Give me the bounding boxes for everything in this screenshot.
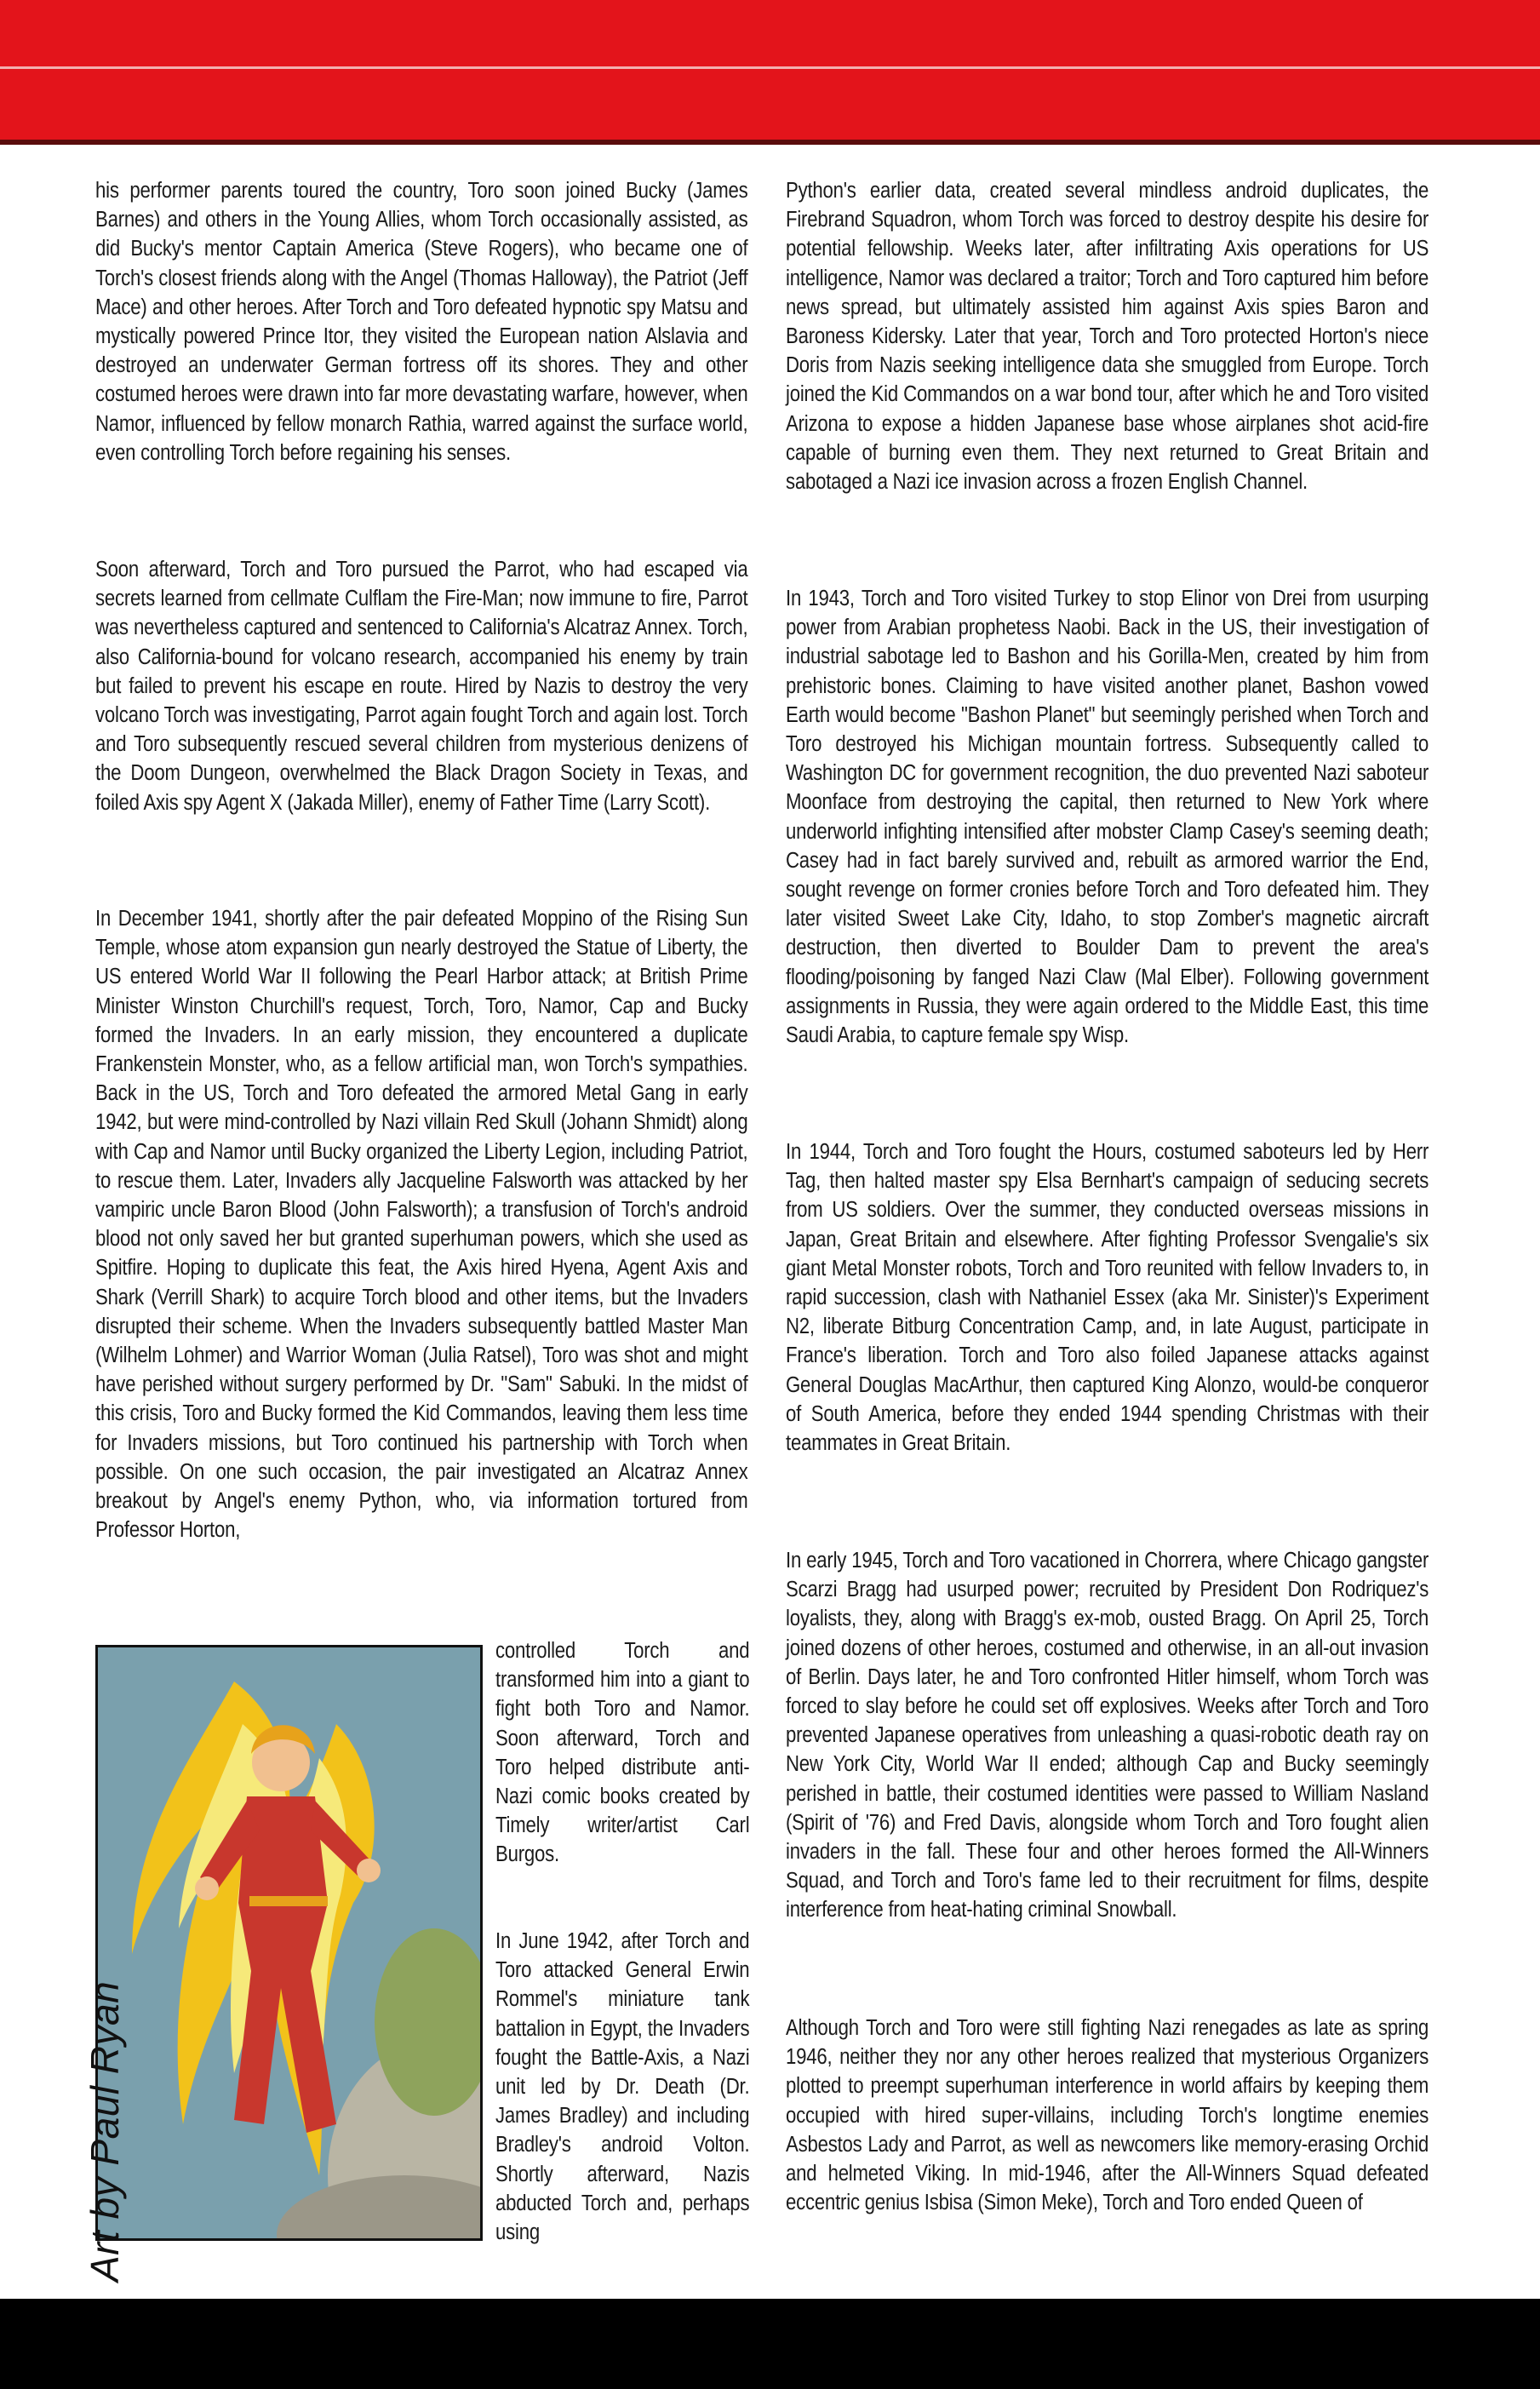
art-credit: Art by Paul Ryan [83,1980,127,2282]
right-paragraph-4: In early 1945, Torch and Toro vacationed in Chorrera, where Chicago gangster Scarzi Bragg had usurped power; recruited by President Don Rodriquez's loyalists, they, along with Bragg's ex-mob, ousted Bragg. On April 25, Torch joined dozens of other heroes, costumed and otherwise, in an all-out invasion of Berlin. Days later, he and Toro confronted Hitler himself, whom Torch was forced to slay before he could set off explosives. Weeks after Torch and Toro prevented Japanese operatives from unleashing a quasi-robotic death ray on New York City, World War II ended; although Cap and Bucky seemingly perished in battle, their costumed identities were passed to William Nasland (Spirit of '76) and Fred Davis, alongside whom Torch and Toro fought alien invaders in the fall. These four and other heroes formed the All-Winners Squad, and Torch and Toro's fame led to their recruitment for films, despite interference from heat-hating criminal Snowball. [786,1549,1429,1922]
right-paragraph-3: In 1944, Torch and Toro fought the Hours, costumed saboteurs led by Herr Tag, then halted master spy Elsa Bernhart's campaign of seducing secrets from US soldiers. Over the summer, they conducted overseas missions in Japan, Great Britain and elsewhere. After fighting Professor Svengalie's six giant Metal Monster robots, Torch and Toro reunited with fellow Invaders to, in rapid succession, clash with Nathaniel Essex (aka Mr. Sinister)'s Experiment N2, liberate Bitburg Concentration Camp, and, in late August, participate in France's liberation. Torch and Toro also foiled Japanese attacks against General Douglas MacArthur, then captured King Alonzo, would-be conqueror of South America, before they ended 1944 spending Christmas with their teammates in Great Britain. [786,1140,1429,1456]
left-paragraph-3-continued: controlled Torch and transformed him into a giant to fight both Toro and Namor. Soon afterward, Torch and Toro helped distribute anti-Nazi comic books created by Timely writer/artist Carl Burgos. [495,1639,750,1867]
left-paragraph-4: In June 1942, after Torch and Toro attacked General Erwin Rommel's miniature tank battalion in Egypt, the Invaders fought the Battle-Axis, a Nazi unit led by Dr. Death (Dr. James Bradley) and including Bradley's android Volton. Shortly afterward, Nazis abducted Torch and, perhaps using [495,1929,750,2245]
left-paragraph-3: In December 1941, shortly after the pair defeated Moppino of the Rising Sun Temple, whose atom expansion gun nearly destroyed the Statue of Liberty, the US entered World War II following the Pearl Harbor attack; at British Prime Minister Winston Churchill's request, Torch, Toro, Namor, Cap and Bucky formed the Invaders. In an early mission, they encountered a duplicate Frankenstein Monster, who, as a fellow artificial man, won Torch's sympathies. Back in the US, Torch and Toro defeated the armored Metal Gang in early 1942, but were mind-controlled by Nazi villain Red Skull (Johann Shmidt) along with Cap and Namor until Bucky organized the Liberty Legion, including Patriot, to rescue them. Later, Invaders ally Jacqueline Falsworth was attacked by her vampiric uncle Baron Blood (John Falsworth); a transfusion of Torch's android blood not only saved her but granted superhuman powers, which she used as Spitfire. Hoping to duplicate this feat, the Axis hired Hyena, Agent Axis and Shark (Verrill Shark) to acquire Torch blood and other items, but the Invaders disrupted their scheme. When the Invaders subsequently battled Master Man (Wilhelm Lohmer) and Warrior Woman (Julia Ratsel), Toro was shot and might have perished without surgery performed by Dr. "Sam" Sabuki. In the midst of this crisis, Toro and Bucky formed the Kid Commandos, leaving them less time for Invaders missions, but Toro continued his partnership with Torch when possible. On one such occasion, the pair investigated an Alcatraz Annex breakout by Angel's enemy Python, who, via information tortured from Professor Horton, [95,907,748,1543]
right-paragraph-2: In 1943, Torch and Toro visited Turkey to stop Elinor von Drei from usurping power from Arabian prophetess Naobi. Back in the US, their investigation of industrial sabotage led to Bashon and his Gorilla-Men, created by him from prehistoric bones. Claiming to have visited another planet, Bashon vowed Earth would become "Bashon Planet" but seemingly perished when Torch and Toro destroyed his Michigan mountain fortress. Subsequently called to Washington DC for government recognition, the duo prevented Nazi saboteur Moonface from destroying the capital, then returned to New York where underworld infighting intensified after mobster Clamp Casey's seeming death; Casey had in fact barely survived and, rebuilt as armored warrior the End, sought revenge on former cronies before Torch and Toro defeated him. They later visited Sweet Lake City, Idaho, to stop Zomber's magnetic aircraft destruction, then diverted to Boulder Dam to prevent the area's flooding/poisoning by fanged Nazi Claw (Mal Elber). Following government assignments in Russia, they were again ordered to the Middle East, this time Saudi Arabia, to capture female spy Wisp. [786,587,1429,1048]
right-paragraph-5: Although Torch and Toro were still fighting Nazi renegades as late as spring 1946, neither they nor any other heroes realized that mysterious Organizers plotted to preempt superhuman interference in world affairs by keeping them occupied with hired super-villains, including Torch's longtime enemies Asbestos Lady and Parrot, as well as newcomers like memory-erasing Orchid and helmeted Viking. In mid-1946, after the All-Winners Squad defeated eccentric genius Isbisa (Simon Meke), Torch and Toro ended Queen of [786,2016,1429,2215]
art-left-hand [195,1876,219,1900]
left-paragraph-2: Soon afterward, Torch and Toro pursued the Parrot, who had escaped via secrets learned from cellmate Culflam the Fire-Man; now immune to fire, Parrot was nevertheless captured and sentenced to California's Alcatraz Annex. Torch, also California-bound for volcano research, accompanied his enemy by train but failed to prevent his escape en route. Hired by Nazis to destroy the very volcano Torch was investigating, Parrot again fought Torch and again lost. Torch and Toro subsequently rescued several children from mysterious denizens of the Doom Dungeon, overwhelmed the Black Dragon Society in Texas, and foiled Axis spy Agent X (Jakada Miller), enemy of Father Time (Larry Scott). [95,558,748,815]
art-right-hand [357,1859,381,1882]
right-paragraph-1: Python's earlier data, created several mindless android duplicates, the Firebrand Squadron, whom Torch was forced to destroy despite his desire for potential fellowship. Weeks later, after infiltrating Axis operations for US intelligence, Namor was declared a traitor; Torch and Toro captured him before news spread, but ultimately assisted him against Axis spies Baron and Baroness Kidersky. Later that year, Torch and Toro protected Horton's niece Doris from Nazis seeking intelligence data she smuggled from Europe. Torch joined the Kid Commandos on a war bond tour, after which he and Toro visited Arizona to expose a hidden Japanese base whose airplanes shot acid-fire capable of burning even them. They next returned to Great Britain and sabotaged a Nazi ice invasion across a frozen English Channel. [786,179,1429,495]
artwork-human-torch [95,1645,483,2241]
header-bottom-edge [0,140,1540,145]
header-accent-line [0,66,1540,69]
art-belt [249,1896,328,1906]
header-red-bar [0,0,1540,143]
human-torch-illustration [98,1647,480,2238]
footer-black-bar [0,2299,1540,2389]
left-paragraph-1: his performer parents toured the country, Toro soon joined Bucky (James Barnes) and others in the Young Allies, whom Torch occasionally assisted, as did Bucky's mentor Captain America (Steve Rogers), who became one of Torch's closest friends along with the Angel (Thomas Halloway), the Patriot (Jeff Mace) and other heroes. After Torch and Toro defeated hypnotic spy Matsu and mystically powered Prince Itor, they visited the European nation Alslavia and destroyed an underwater German fortress off its shores. They and other costumed heroes were drawn into far more devastating warfare, however, when Namor, influenced by fellow monarch Rathia, warred against the surface world, even controlling Torch before regaining his senses. [95,179,748,465]
